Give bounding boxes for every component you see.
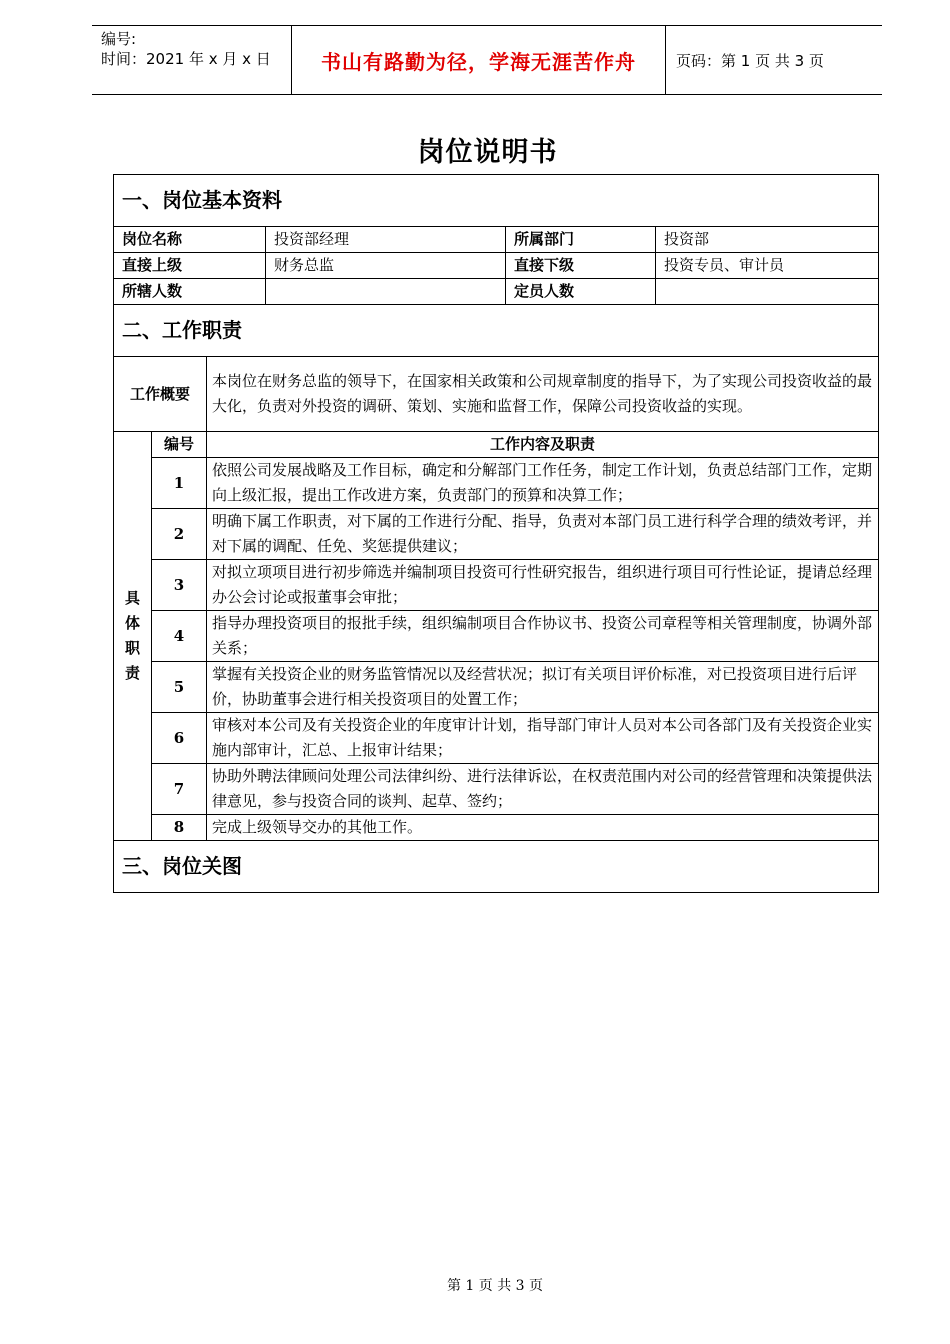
value-position-name: 投资部经理 xyxy=(266,227,506,253)
duty-number: 3 xyxy=(152,560,207,611)
motto-text: 书山有路勤为径，学海无涯苦作舟 xyxy=(321,49,636,74)
document-title: 岗位说明书 xyxy=(417,137,558,168)
time-label: 时间：2021 年 x 月 x 日 xyxy=(101,50,271,68)
duty-row xyxy=(114,611,879,662)
label-position-name: 岗位名称 xyxy=(114,227,266,253)
section1-heading: 一、岗位基本资料 xyxy=(114,175,879,227)
duty-row xyxy=(114,560,879,611)
value-direct-superior: 财务总监 xyxy=(266,253,506,279)
table-row xyxy=(114,227,879,253)
page-footer: 第 1 页 共 3 页 xyxy=(446,1278,544,1294)
header-motto xyxy=(292,26,666,94)
value-direct-subordinate: 投资专员、审计员 xyxy=(656,253,879,279)
duty-row xyxy=(114,458,879,509)
duty-number: 1 xyxy=(152,458,207,509)
overview-label: 工作概要 xyxy=(114,357,207,432)
col-header-number: 编号 xyxy=(152,432,207,458)
duty-number: 5 xyxy=(152,662,207,713)
duty-text: 掌握有关投资企业的财务监管情况以及经营状况；拟订有关项目评价标准，对已投资项目进行后评价，协助董事会进行相关投资项目的处置工作； xyxy=(207,662,879,713)
table-row xyxy=(114,279,879,305)
col-header-content: 工作内容及职责 xyxy=(207,432,879,458)
overview-row xyxy=(114,357,879,432)
duty-text: 依照公司发展战略及工作目标，确定和分解部门工作任务，制定工作计划，负责总结部门工作，定期向上级汇报，提出工作改进方案，负责部门的预算和决算工作； xyxy=(207,458,879,509)
label-direct-subordinate: 直接下级 xyxy=(506,253,656,279)
table-row xyxy=(114,253,879,279)
label-direct-superior: 直接上级 xyxy=(114,253,266,279)
duty-number: 8 xyxy=(152,815,207,841)
header-page-number: 页码：第 1 页 共 3 页 xyxy=(676,51,824,70)
duty-row xyxy=(114,815,879,841)
duty-text: 对拟立项项目进行初步筛选并编制项目投资可行性研究报告，组织进行项目可行性论证，提请总经理办公会讨论或报董事会审批； xyxy=(207,560,879,611)
overview-text: 本岗位在财务总监的领导下，在国家相关政策和公司规章制度的指导下，为了实现公司投资收益的最大化，负责对外投资的调研、策划、实施和监督工作，保障公司投资收益的实现。 xyxy=(207,357,879,432)
duty-header-row xyxy=(114,432,879,458)
label-staffing: 定员人数 xyxy=(506,279,656,305)
duty-number: 2 xyxy=(152,509,207,560)
value-department: 投资部 xyxy=(656,227,879,253)
duty-text: 协助外聘法律顾问处理公司法律纠纷、进行法律诉讼，在权责范围内对公司的经营管理和决策提供法律意见，参与投资合同的谈判、起草、签约； xyxy=(207,764,879,815)
duty-row xyxy=(114,662,879,713)
value-headcount xyxy=(266,279,506,305)
section2-heading: 二、工作职责 xyxy=(114,305,879,357)
duty-row xyxy=(114,509,879,560)
duty-text: 完成上级领导交办的其他工作。 xyxy=(207,815,879,841)
duty-row xyxy=(114,713,879,764)
duty-text: 审核对本公司及有关投资企业的年度审计计划，指导部门审计人员对本公司各部门及有关投资企业实施内部审计，汇总、上报审计结果； xyxy=(207,713,879,764)
duty-text: 指导办理投资项目的报批手续，组织编制项目合作协议书、投资公司章程等相关管理制度，协调外部关系； xyxy=(207,611,879,662)
duty-number: 7 xyxy=(152,764,207,815)
duty-side-label: 具 体 职 责 xyxy=(114,432,152,841)
duty-row xyxy=(114,764,879,815)
page-header xyxy=(92,25,882,95)
value-staffing xyxy=(656,279,879,305)
label-department: 所属部门 xyxy=(506,227,656,253)
duty-number: 6 xyxy=(152,713,207,764)
job-description-table xyxy=(113,174,879,893)
code-label: 编号: xyxy=(101,30,137,48)
duty-number: 4 xyxy=(152,611,207,662)
label-headcount: 所辖人数 xyxy=(114,279,266,305)
section3-heading: 三、岗位关图 xyxy=(114,841,879,893)
duty-text: 明确下属工作职责，对下属的工作进行分配、指导，负责对本部门员工进行科学合理的绩效考评，并对下属的调配、任免、奖惩提供建议； xyxy=(207,509,879,560)
header-meta xyxy=(92,26,292,94)
